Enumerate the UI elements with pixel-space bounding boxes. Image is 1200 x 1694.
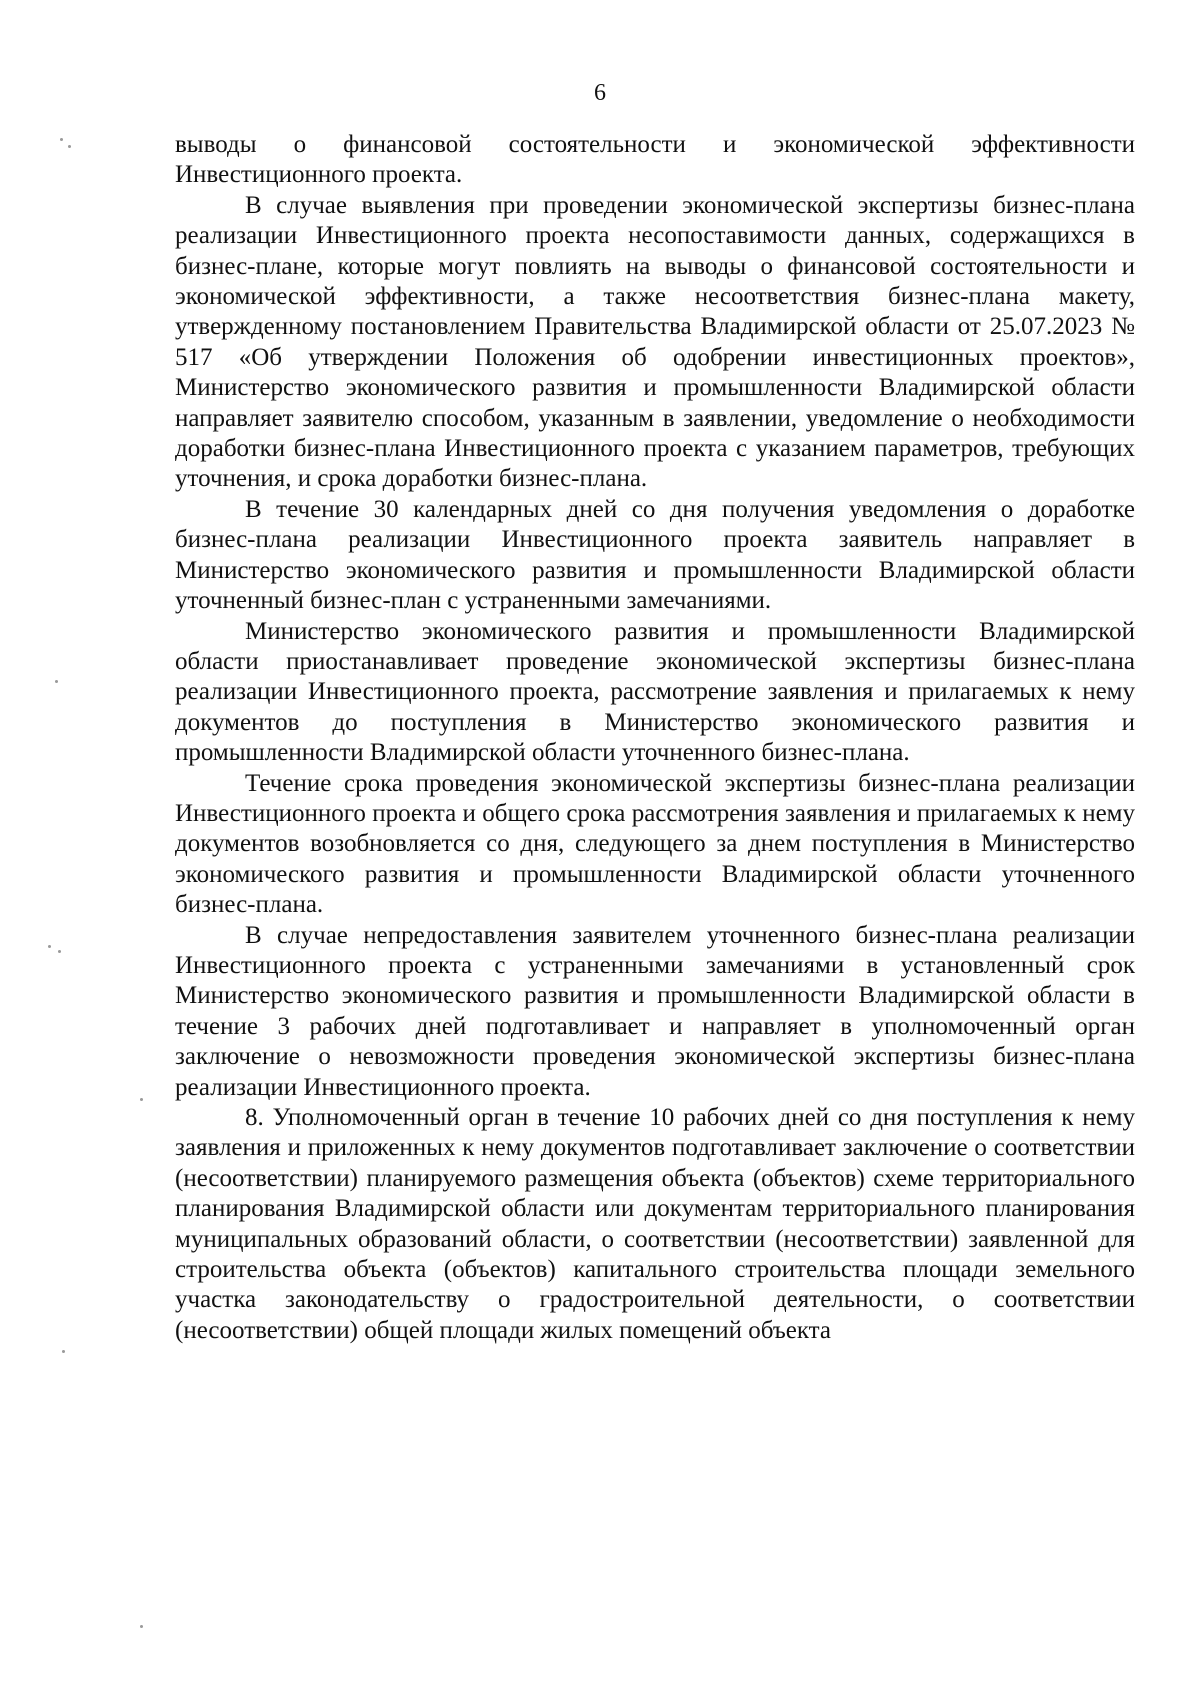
page-number: 6 [594, 80, 606, 106]
paragraph: 8. Уполномоченный орган в течение 10 рабочих дней со дня поступления к нему заявления и приложенных к нему документов подготавливает заключение о соответствии (несоответствии) планируемого размещения объекта (объектов) схеме территориального планирования Владимирской области или документам территориального планирования муниципальных образований области, о соответствии (несоответствии) заявленной для строительства объекта (объектов) капитального строительства площади земельного участка законодательству о градостроительной деятельности, о соответствии (несоответствии) общей площади жилых помещений объекта [175, 1104, 1135, 1344]
paragraph: Течение срока проведения экономической экспертизы бизнес-плана реализации Инвестиционного проекта и общего срока рассмотрения заявления и прилагаемых к нему документов возобновляется со дня, следующего за днем поступления в Министерство экономического развития и промышленности Владимирской области уточненного бизнес-плана. [175, 769, 1135, 919]
paragraph: выводы о финансовой состоятельности и экономической эффективности Инвестиционного проекта. [175, 131, 1135, 189]
document-body [175, 130, 1135, 1346]
scan-speck [140, 1098, 143, 1101]
scan-speck [58, 950, 61, 953]
scan-speck [48, 945, 51, 948]
paragraph: Министерство экономического развития и промышленности Владимирской области приостанавливает проведение экономической экспертизы бизнес-плана реализации Инвестиционного проекта, рассмотрение заявления и прилагаемых к нему документов до поступления в Министерство экономического развития и промышленности Владимирской области уточненного бизнес-плана. [175, 617, 1135, 767]
scan-speck [68, 145, 71, 148]
scan-speck [62, 1350, 65, 1353]
paragraph: В случае выявления при проведении экономической экспертизы бизнес-плана реализации Инвестиционного проекта несопоставимости данных, содержащихся в бизнес-плане, которые могут повлиять на выводы о финансовой состоятельности и экономической эффективности, а также несоответствия бизнес-плана макету, утвержденному постановлением Правительства Владимирской области от 25.07.2023 № 517 «Об утверждении Положения об одобрении инвестиционных проектов», Министерство экономического развития и промышленности Владимирской области направляет заявителю способом, указанным в заявлении, уведомление о необходимости доработки бизнес-плана Инвестиционного проекта с указанием параметров, требующих уточнения, и срока доработки бизнес-плана. [175, 191, 1135, 493]
scan-speck [55, 680, 58, 683]
paragraph: В течение 30 календарных дней со дня получения уведомления о доработке бизнес-плана реализации Инвестиционного проекта заявитель направляет в Министерство экономического развития и промышленности Владимирской области уточненный бизнес-план с устраненными замечаниями. [175, 495, 1135, 615]
scan-speck [60, 138, 63, 141]
paragraph: В случае непредоставления заявителем уточненного бизнес-плана реализации Инвестиционного проекта с устраненными замечаниями в установленный срок Министерство экономического развития и промышленности Владимирской области в течение 3 рабочих дней подготавливает и направляет в уполномоченный орган заключение о невозможности проведения экономической экспертизы бизнес-плана реализации Инвестиционного проекта. [175, 921, 1135, 1101]
scan-speck [140, 1625, 143, 1628]
